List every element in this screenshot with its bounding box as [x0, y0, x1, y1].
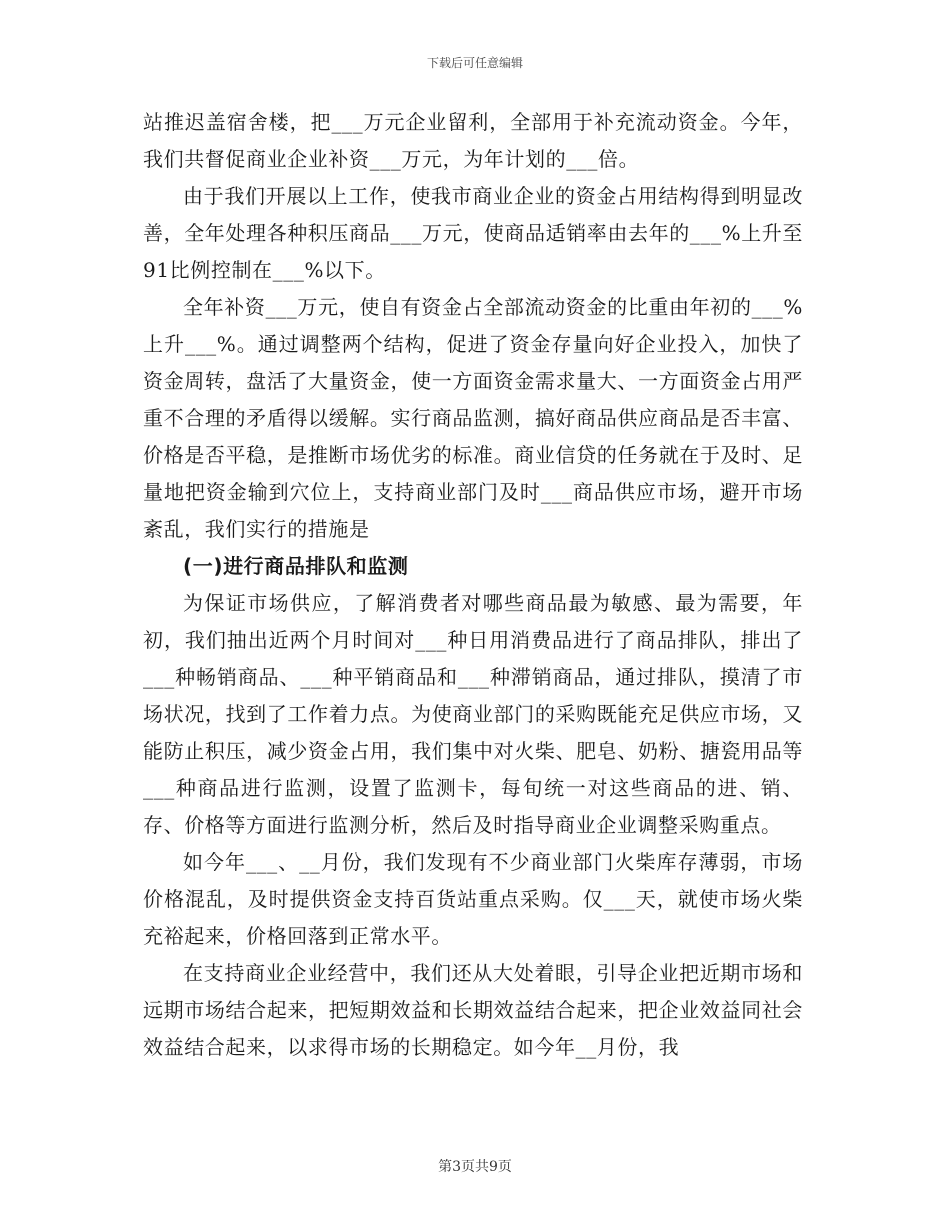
paragraph: 由于我们开展以上工作，使我市商业企业的资金占用结构得到明显改善，全年处理各种积压商品___万元，使商品适销率由去年的___%上升至91比例控制在___%以下。: [143, 184, 804, 282]
paragraph: 全年补资___万元，使自有资金占全部流动资金的比重由年初的___%上升___%。通过调整两个结构，促进了资金存量向好企业投入，加快了资金周转，盘活了大量资金，使一方面资金需求量大、一方面资金占用严重不合理的矛盾得以缓解。实行商品监测，搞好商品供应商品是否丰富、价格是否平稳，是推断市场优劣的标准。商业信贷的任务就在于及时、足量地把资金输到穴位上，支持商业部门及时___商品供应市场，避开市场紊乱，我们实行的措施是: [143, 295, 803, 541]
page-footer: 第3页共9页: [438, 1159, 512, 1175]
paragraph: 在支持商业企业经营中，我们还从大处着眼，引导企业把近期市场和远期市场结合起来，把短期效益和长期效益结合起来，把企业效益同社会效益结合起来，以求得市场的长期稳定。如今年__月份，我: [143, 961, 803, 1059]
paragraph: 为保证市场供应，了解消费者对哪些商品最为敏感、最为需要，年初，我们抽出近两个月时间对___种日用消费品进行了商品排队，排出了___种畅销商品、___种平销商品和___种滞销商品，通过排队，摸清了市场状况，找到了工作着力点。为使商业部门的采购既能充足供应市场，又能防止积压，减少资金占用，我们集中对火柴、肥皂、奶粉、搪瓷用品等___种商品进行监测，设置了监测卡，每旬统一对这些商品的进、销、存、价格等方面进行监测分析，然后及时指导商业企业调整采购重点。: [143, 591, 803, 837]
document-body: [143, 104, 803, 1066]
paragraph-continuation: 站推迟盖宿舍楼，把___万元企业留利，全部用于补充流动资金。今年，我们共督促商业企业补资___万元，为年计划的___倍。: [143, 110, 803, 171]
paragraph: 如今年___、__月份，我们发现有不少商业部门火柴库存薄弱，市场价格混乱，及时提供资金支持百货站重点采购。仅___天，就使市场火柴充裕起来，价格回落到正常水平。: [143, 850, 803, 948]
page-header: 下载后可任意编辑: [426, 56, 523, 70]
section-heading: (一)进行商品排队和监测: [183, 554, 409, 578]
